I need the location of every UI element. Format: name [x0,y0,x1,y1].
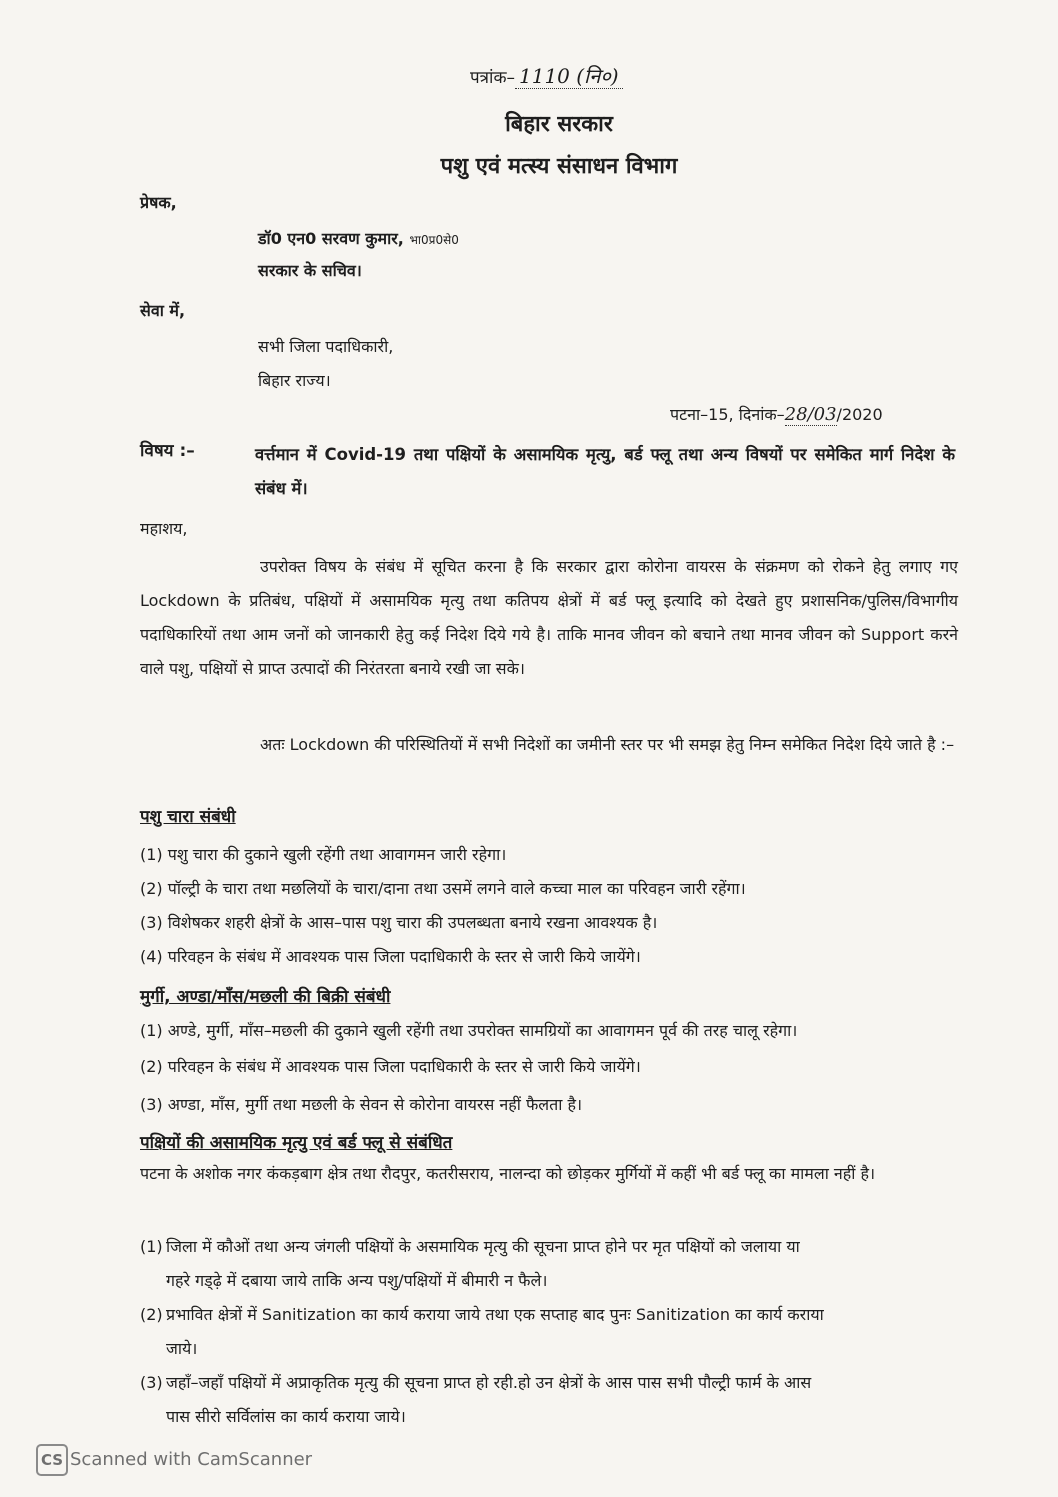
section-heading-meat-sale: मुर्गी, अण्डा/माँस/मछली की बिक्री संबंधी [140,987,391,1007]
recipient-line1: सभी जिला पदाधिकारी, [258,337,394,356]
item-line1: प्रभावित क्षेत्रों में Sanitization का कार्य कराया जाये तथा एक सप्ताह बाद पुनः Sanitization का कार्य कराया [166,1305,824,1324]
recipient-line2: बिहार राज्य। [258,371,331,390]
sender-label: प्रेषक, [140,193,177,212]
sender-name-text: डॉ0 एन0 सरवण कुमार, [258,229,404,248]
section-heading-fodder: पशु चारा संबंधी [140,807,236,827]
watermark-text: Scanned with CamScanner [70,1449,313,1470]
letter-number-value: 1110 (नि०) [515,64,623,89]
list-item: (1) पशु चारा की दुकाने खुली रहेंगी तथा आवागमन जारी रहेगा। [140,845,507,864]
item-line1: जिला में कौओं तथा अन्य जंगली पक्षियों के असमायिक मृत्यु की सूचना प्राप्त होने पर मृत पक्षियों को जलाया या [166,1237,800,1256]
letter-number [470,62,623,89]
date-prefix: पटना–15, दिनांक– [670,405,785,424]
government-title: बिहार सरकार [505,112,613,137]
list-item: (1) अण्डे, मुर्गी, माँस–मछली की दुकाने खुली रहेंगी तथा उपरोक्त सामग्रियों का आवागमन पूर्व की तरह चालू रहेगा। [140,1021,798,1040]
item-line1: जहाँ–जहाँ पक्षियों में अप्राकृतिक मृत्यु की सूचना प्राप्त हो रही.हो उन क्षेत्रों के आस पास सभी पौल्ट्री फार्म के आस [166,1373,812,1392]
item-number: (2) [140,1305,163,1324]
section-heading-bird-flu: पक्षियों की असामयिक मृत्यु एवं बर्ड फ्लू से संबंधित [140,1133,453,1153]
list-item: (3) अण्डा, माँस, मुर्गी तथा मछली के सेवन से कोरोना वायरस नहीं फैलता है। [140,1095,583,1114]
list-item: (4) परिवहन के संबंध में आवश्यक पास जिला पदाधिकारी के स्तर से जारी किये जायेंगे। [140,947,641,966]
item-number: (3) [140,1373,163,1392]
recipient-label: सेवा में, [140,301,186,320]
date-suffix: /2020 [836,405,883,424]
paragraph-2 [140,728,958,762]
letter-date [670,404,883,426]
camscanner-watermark [36,1444,312,1476]
date-handwritten: 28/03 [784,404,837,425]
bird-flu-intro: पटना के अशोक नगर कंकड़बाग क्षेत्र तथा रौदपुर, कतरीसराय, नालन्दा को छोड़कर मुर्गियों में कहीं भी बर्ड फ्लू का मामला नहीं है। [140,1164,876,1183]
paragraph-2-text: अतः Lockdown की परिस्थितियों में सभी निदेशों का जमीनी स्तर पर भी समझ हेतु निम्न समेकित निदेश दिये जाते है :– [260,735,955,754]
paragraph-1-text: उपरोक्त विषय के संबंध में सूचित करना है कि सरकार द्वारा कोरोना वायरस के संक्रमण को रोकने हेतु लगाए गए Lockdown के प्रतिबंध, पक्षियों में असामयिक मृत्यु तथा कतिपय क्षेत्रों में बर्ड फ्लू इत्यादि को देखते हुए प्रशासनिक/पुलिस/विभागीय पदाधिकारियों तथा आम जनों को जानकारी हेतु कई निदेश दिये गये है। ताकि मानव जीवन को बचाने तथा मानव जीवन को Support करने वाले पशु, पक्षियों से प्राप्त उत्पादों की निरंतरता बनाये रखी जा सके। [140,557,958,678]
camscanner-logo-icon: CS [36,1444,68,1476]
item-line2: जाये। [166,1339,198,1358]
sender-designation: सरकार के सचिव। [258,261,362,280]
item-number: (1) [140,1237,163,1256]
letter-number-label: पत्रांक– [470,68,515,88]
subject-label: विषय :– [140,441,195,461]
sender-service: भा0प्र0से0 [409,233,459,247]
subject-text: वर्त्तमान में Covid-19 तथा पक्षियों के असामयिक मृत्यु, बर्ड फ्लू तथा अन्य विषयों पर समेकित मार्ग निदेश के संबंध में। [255,445,955,498]
list-item: (2) पॉल्ट्री के चारा तथा मछलियों के चारा/दाना तथा उसमें लगने वाले कच्चा माल का परिवहन जारी रहेंगा। [140,879,746,898]
salutation: महाशय, [140,519,188,538]
item-line2: पास सीरो सर्विलांस का कार्य कराया जाये। [166,1407,406,1426]
item-line2: गहरे गड्ढ़े में दबाया जाये ताकि अन्य पशु/पक्षियों में बीमारी न फैले। [166,1271,548,1290]
list-item [140,1298,955,1366]
list-item [140,1366,955,1434]
list-item: (3) विशेषकर शहरी क्षेत्रों के आस–पास पशु चारा की उपलब्धता बनाये रखना आवश्यक है। [140,913,658,932]
list-item: (2) परिवहन के संबंध में आवश्यक पास जिला पदाधिकारी के स्तर से जारी किये जायेंगे। [140,1057,641,1076]
paragraph-1 [140,550,958,686]
sender-name [258,228,459,251]
list-item [140,1230,955,1298]
department-title: पशु एवं मत्स्य संसाधन विभाग [440,154,678,179]
